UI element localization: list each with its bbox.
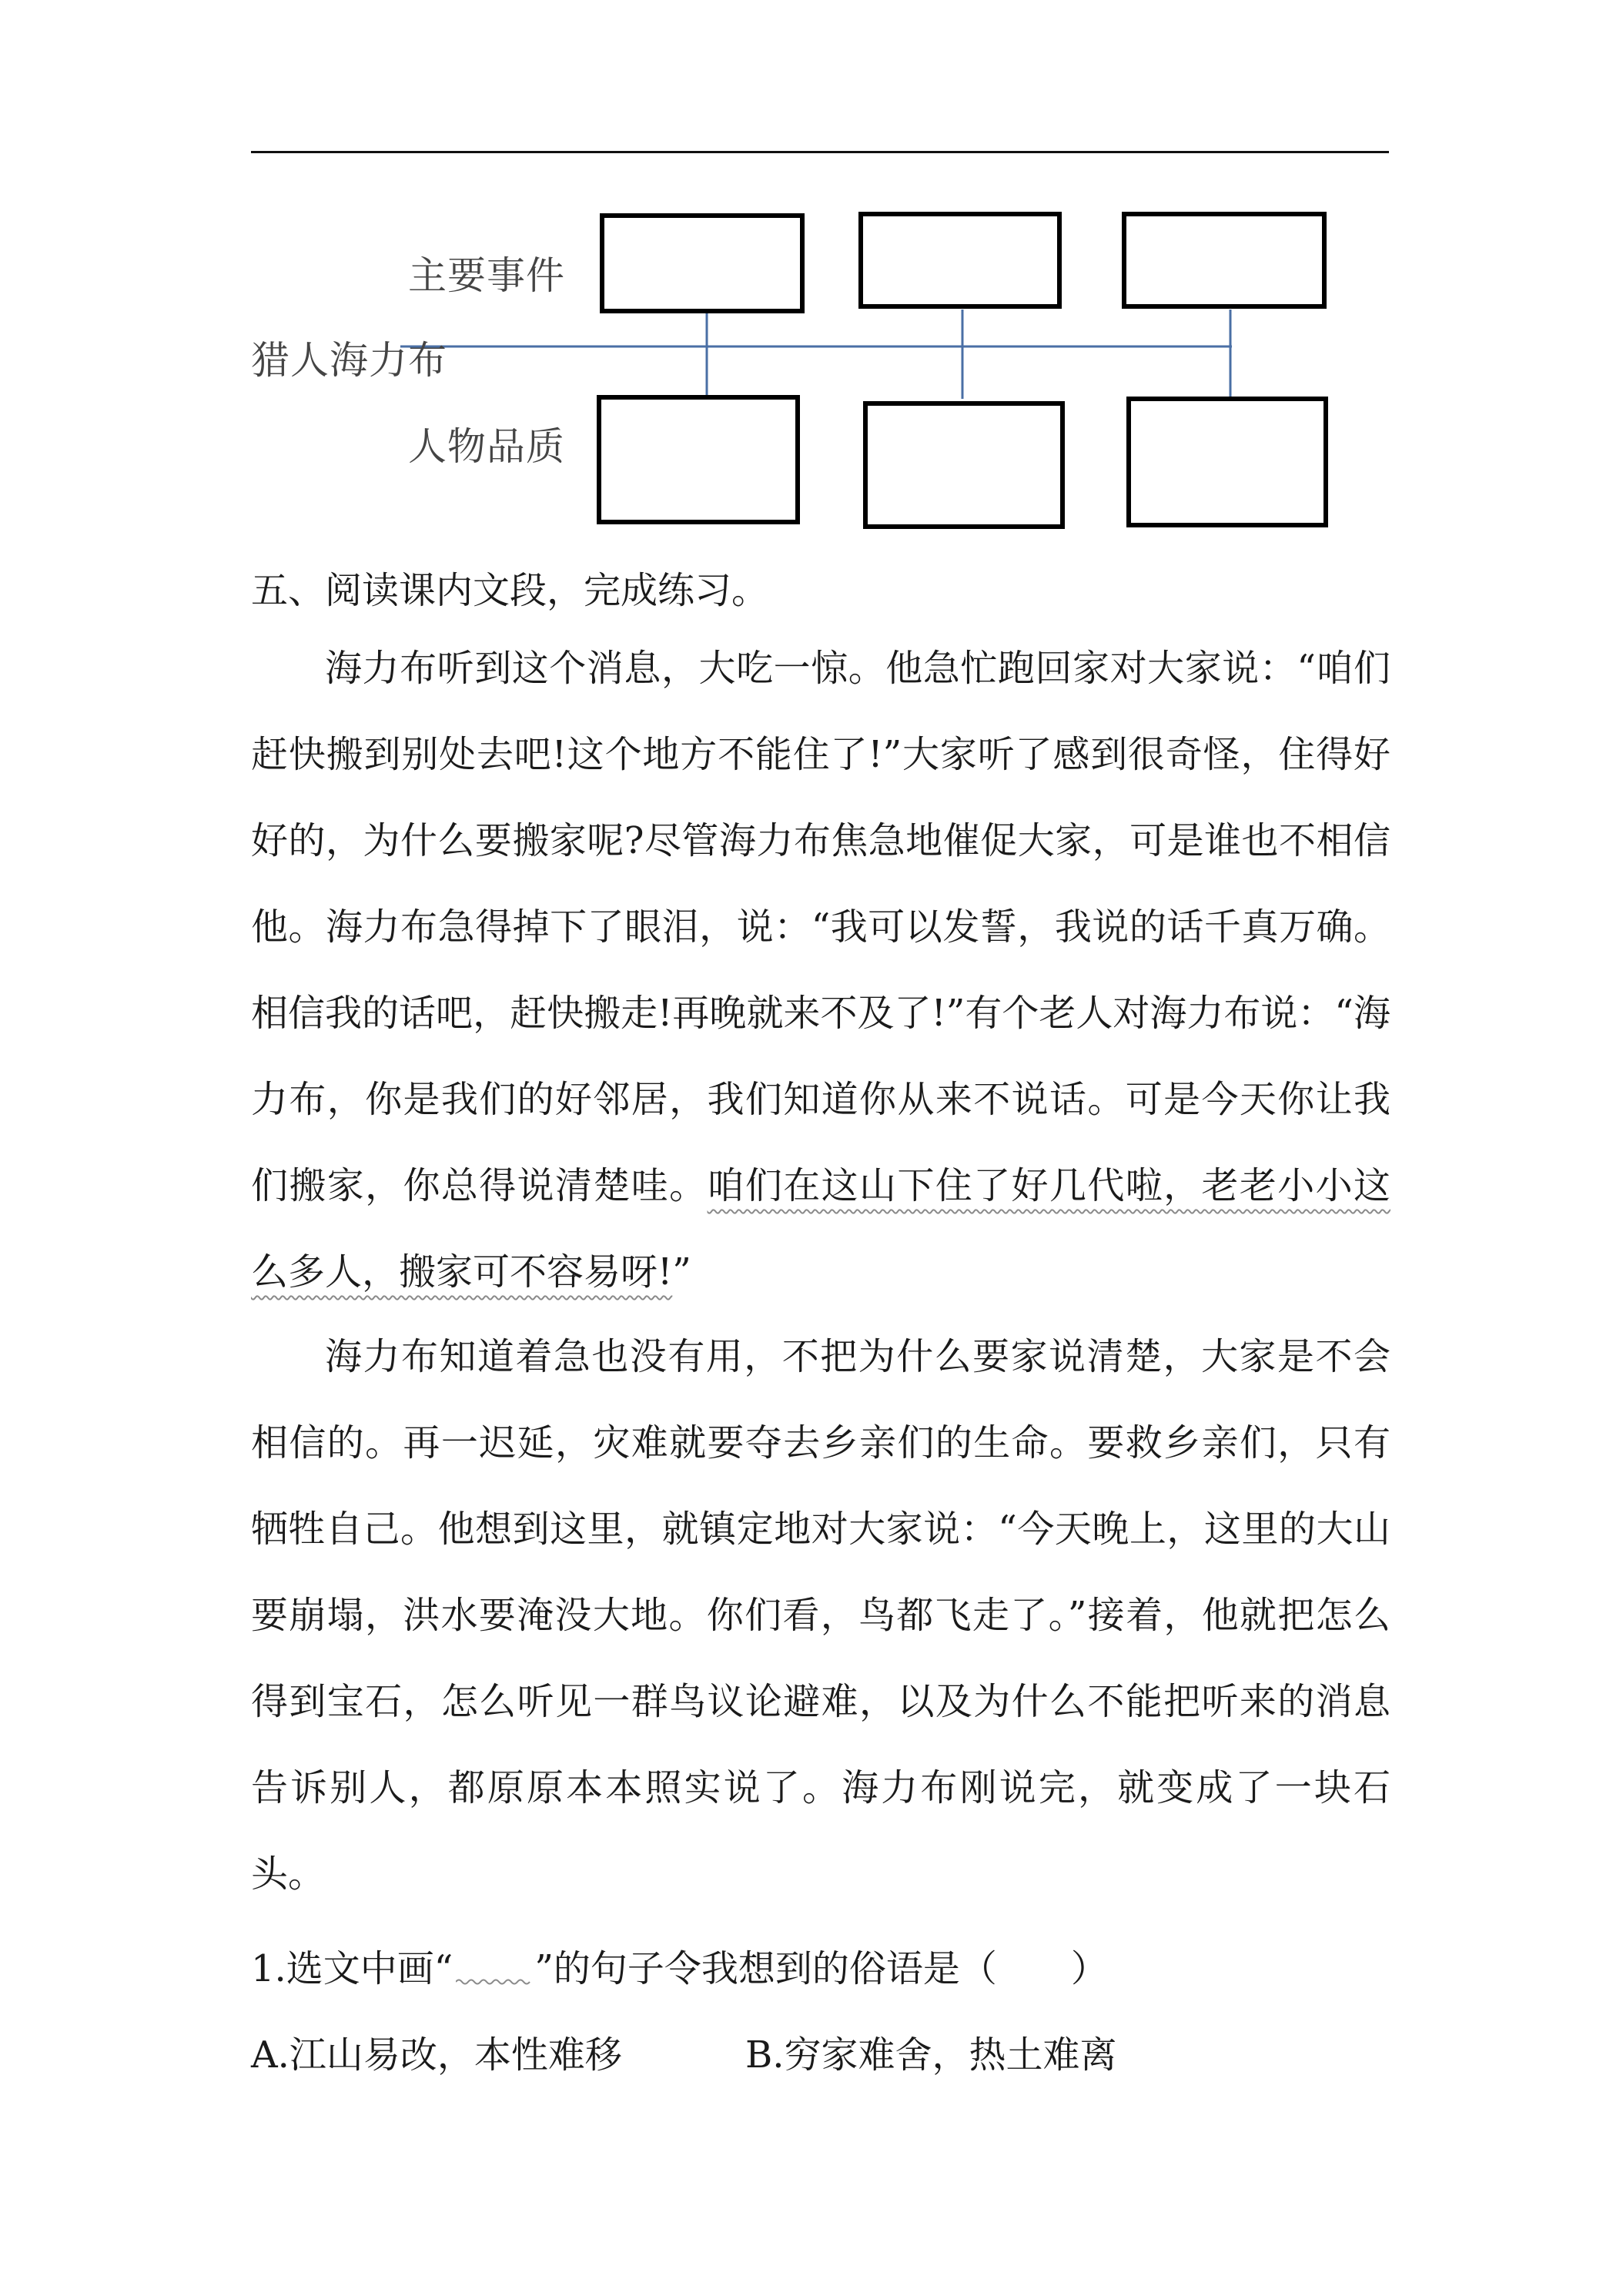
wavy-line-sample-icon	[456, 1978, 531, 1986]
event-box-3[interactable]	[1124, 214, 1324, 306]
diagram-canvas	[0, 0, 1623, 554]
event-box-1[interactable]	[602, 216, 802, 311]
label-hunter-hailibu: 猎人海力布	[251, 338, 447, 383]
option-b[interactable]: B.穷家难舍，热土难离	[745, 2033, 1117, 2077]
option-a[interactable]: A.江山易改，本性难移	[251, 2033, 622, 2077]
question-1-suffix: ”的句子令我想到的俗语是（ ）	[534, 1947, 1108, 1990]
paragraph-1-closing-quote: ”	[672, 1250, 691, 1294]
quality-box-1[interactable]	[599, 397, 798, 522]
character-diagram	[0, 0, 1623, 554]
label-character-quality: 人物品质	[408, 424, 565, 469]
quality-box-3[interactable]	[1129, 399, 1326, 525]
passage-paragraph-2: 海力布知道着急也没有用，不把为什么要家说清楚，大家是不会相信的。再一迟延，灾难就要夺去乡亲们的生命。要救乡亲们，只有牺牲自己。他想到这里，就镇定地对大家说：“今天晚上，这里的大山要崩塌，洪水要淹没大地。你们看，鸟都飞走了。”接着，他就把怎么得到宝石，怎么听见一群鸟议论避难，以及为什么不能把听来的消息告诉别人，都原原本本照实说了。海力布刚说完，就变成了一块石头。	[251, 1335, 1390, 1896]
label-main-events: 主要事件	[408, 253, 565, 298]
section-heading: 五、阅读课内文段，完成练习。	[251, 569, 769, 612]
quality-box-2[interactable]	[865, 403, 1062, 527]
paragraph-1-text: 海力布听到这个消息，大吃一惊。他急忙跑回家对大家说：“咱们赶快搬到别处去吧!这个地方不能住了!”大家听了感到很奇怪，住得好好的，为什么要搬家呢?尽管海力布焦急地催促大家，可是谁也不相信他。海力布急得掉下了眼泪，说：“我可以发誓，我说的话千真万确。相信我的话吧，赶快搬走!再晚就来不及了!”有个老人对海力布说：“海力布，你是我们的好邻居，我们知道你从来不说话。可是今天你让我们搬家，你总得说清楚哇。	[251, 647, 1390, 1207]
question-1	[251, 1939, 1108, 1992]
event-box-2[interactable]	[861, 214, 1059, 306]
question-1-prefix: 1.选文中画“	[251, 1947, 453, 1990]
passage-paragraph-1	[251, 625, 1390, 1315]
wavy-underlined-sentence: 咱们在这山下住了好几代啦，老老小小这么多人，搬家可不容易呀!	[251, 1164, 1390, 1294]
